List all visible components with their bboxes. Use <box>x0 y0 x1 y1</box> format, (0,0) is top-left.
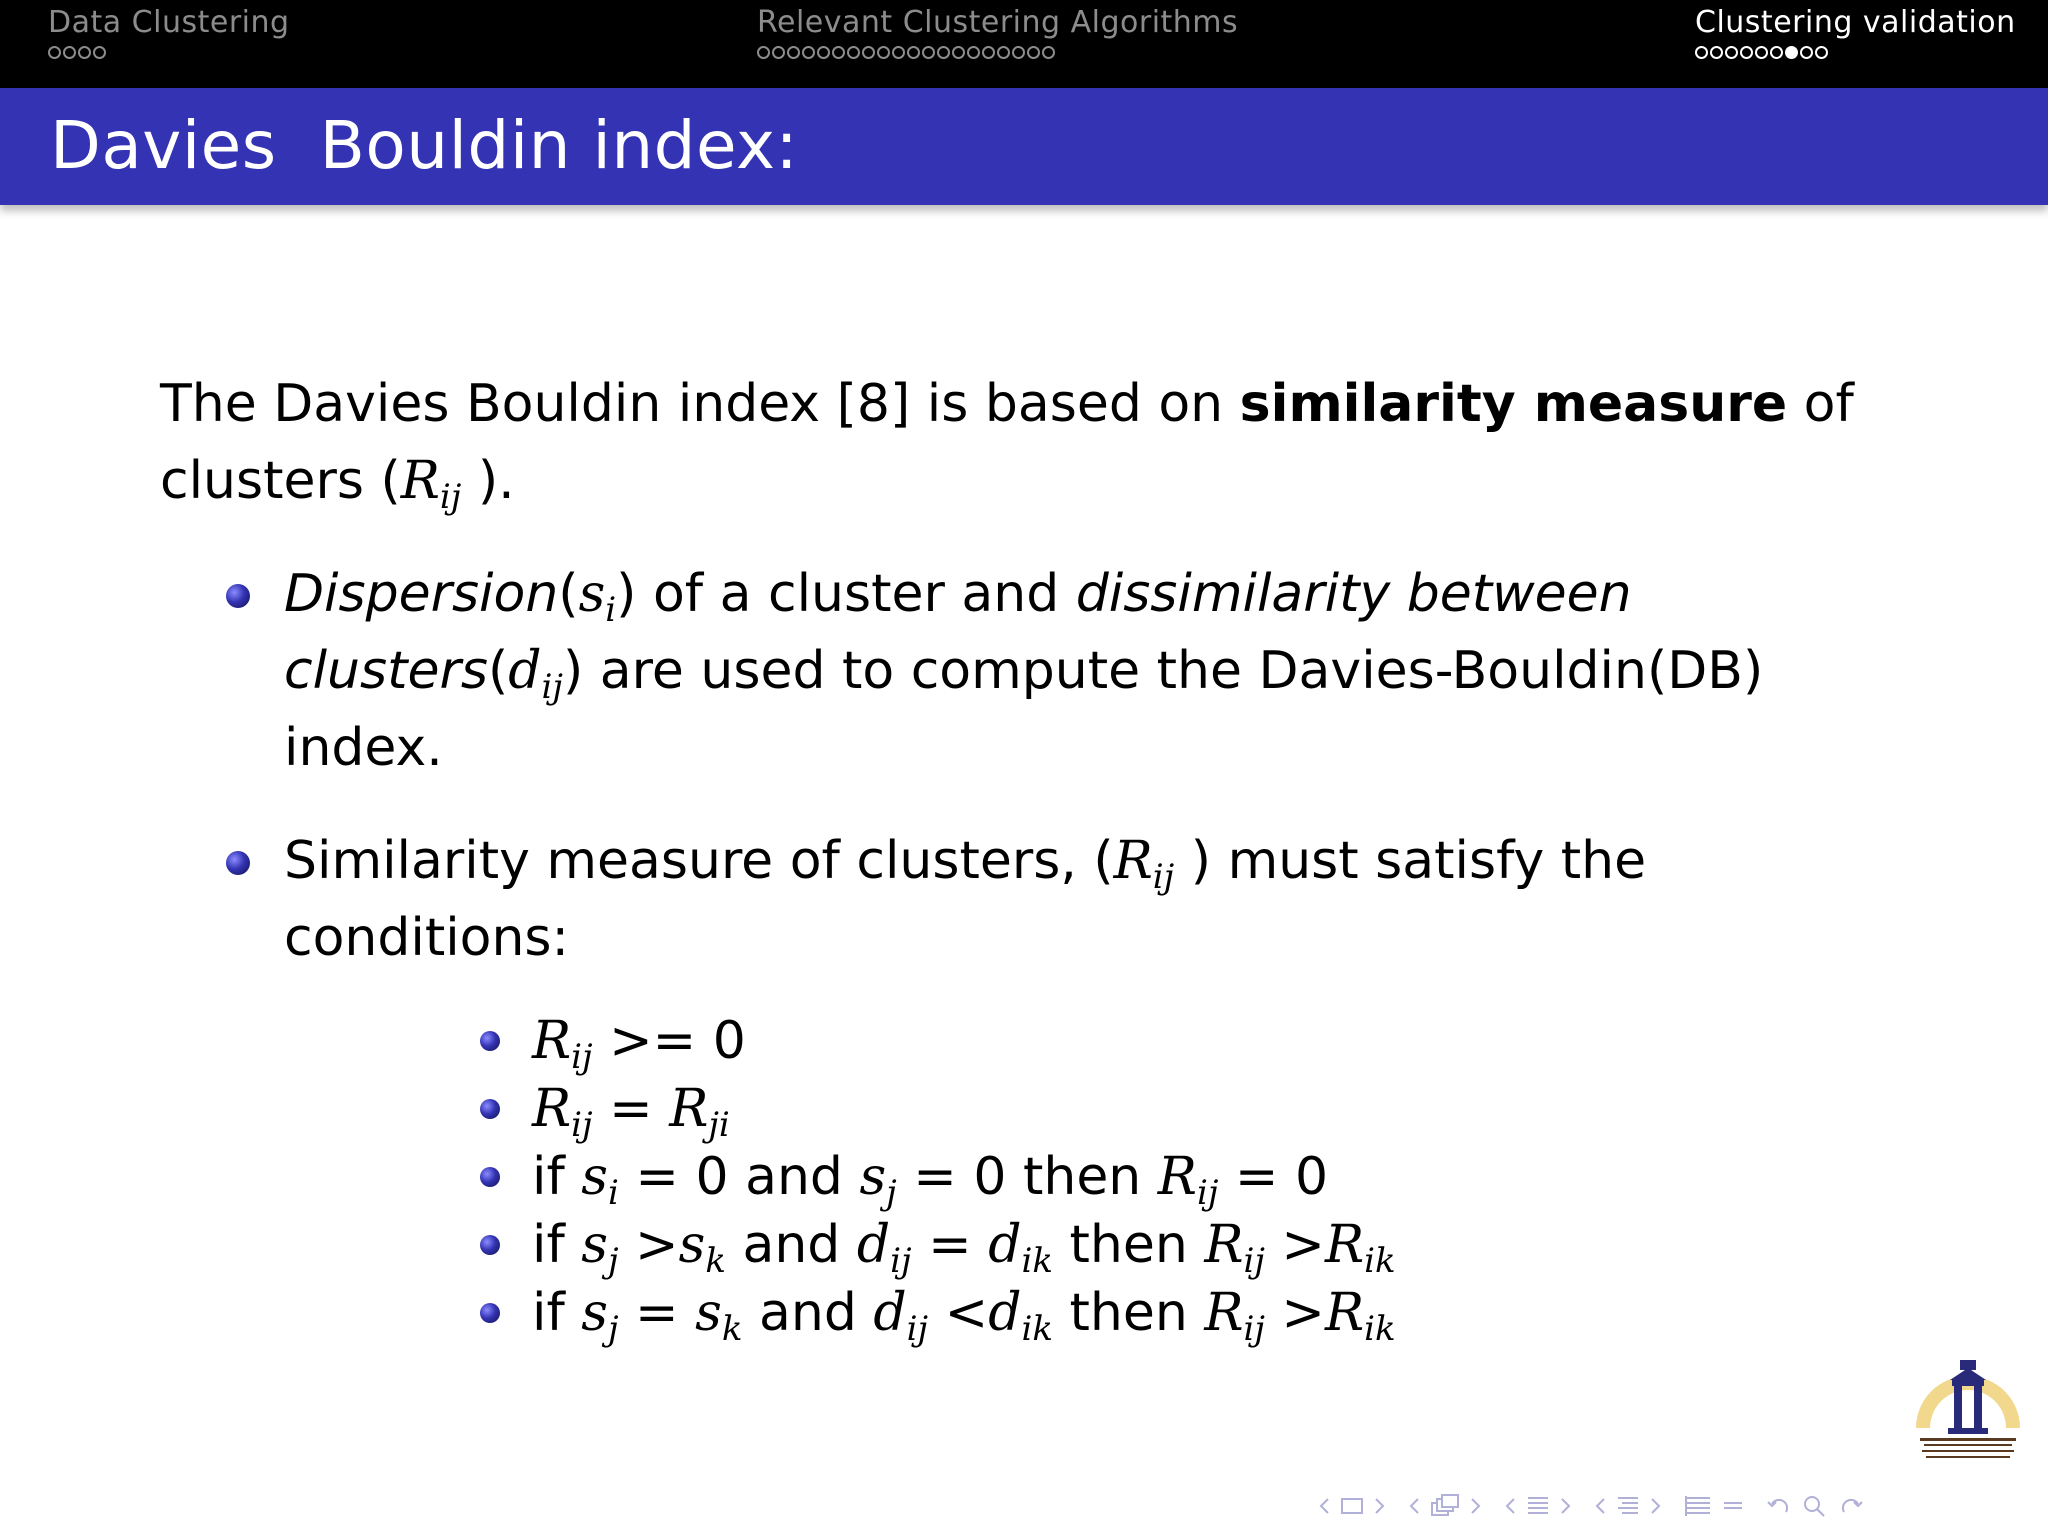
frame-dot[interactable] <box>847 46 860 59</box>
frame-dot[interactable] <box>922 46 935 59</box>
main-bullet-list <box>160 556 1920 1347</box>
math-subscript: ij <box>439 477 462 517</box>
math-symbol: R <box>1113 831 1153 891</box>
nav-section-clustering-validation[interactable] <box>1695 6 2016 66</box>
condition-item: $R_{ij} = R_{ji}$ <box>284 1075 1920 1143</box>
paren: ) <box>616 564 637 624</box>
frame-title-bar <box>0 88 2048 205</box>
frame-dot[interactable] <box>967 46 980 59</box>
frame-dot[interactable] <box>48 46 61 59</box>
condition-item: if $s_j >s_k$ and $d_{ij} = d_{ik}$ then $R_{ij} >R_{ik}$ <box>284 1211 1920 1279</box>
navigation-symbols <box>1318 1490 1864 1522</box>
condition-text: and <box>745 1147 843 1207</box>
nav-section-label[interactable]: Clustering validation <box>1695 5 2016 40</box>
section-navigation-bar <box>0 0 2048 88</box>
math-symbol: d <box>508 641 542 701</box>
condition-item: if $s_j = s_k$ and $d_{ij} <d_{ik}$ then $R_{ij} >R_{ik}$ <box>284 1279 1920 1347</box>
frame-dot[interactable] <box>952 46 965 59</box>
nav-section-relevant-algorithms[interactable] <box>757 6 1238 66</box>
subsection-back-icon[interactable] <box>1408 1497 1420 1515</box>
frame-icon[interactable] <box>1340 1496 1364 1516</box>
bullet-icon <box>226 851 250 875</box>
frame-dot[interactable] <box>1012 46 1025 59</box>
frame-dot[interactable] <box>1755 46 1768 59</box>
frame-title: Davies Bouldin index: <box>50 107 799 184</box>
italic-term: Dispersion <box>284 564 559 624</box>
sub-bullet-icon <box>480 1167 500 1187</box>
frame-dot[interactable] <box>892 46 905 59</box>
align-icon[interactable] <box>1722 1494 1744 1518</box>
current-frame-dot[interactable] <box>1785 46 1798 59</box>
frame-dot[interactable] <box>1042 46 1055 59</box>
frame-dot[interactable] <box>1770 46 1783 59</box>
sub-bullet-icon <box>480 1303 500 1323</box>
frame-dot[interactable] <box>1725 46 1738 59</box>
bullet-icon <box>226 584 250 608</box>
math-subscript: ij <box>1152 857 1175 897</box>
sub-bullet-icon <box>480 1235 500 1255</box>
frame-back-icon[interactable] <box>1318 1497 1330 1515</box>
frame-dot[interactable] <box>1027 46 1040 59</box>
math-subscript: ij <box>541 667 563 707</box>
bullet-text: of a cluster and <box>636 564 1076 624</box>
presentation-icon[interactable] <box>1616 1494 1640 1518</box>
frame-dot[interactable] <box>93 46 106 59</box>
frame-dot[interactable] <box>1800 46 1813 59</box>
frame-dot[interactable] <box>982 46 995 59</box>
presentation-back-icon[interactable] <box>1594 1497 1606 1515</box>
subsection-icon[interactable] <box>1430 1493 1460 1519</box>
intro-text: of clusters ( <box>160 374 1854 511</box>
bullet-dispersion <box>160 556 1920 787</box>
sub-bullet-icon <box>480 1099 500 1119</box>
frame-dot[interactable] <box>772 46 785 59</box>
search-icon[interactable] <box>1802 1494 1828 1518</box>
math-symbol: R <box>400 451 440 511</box>
paren: ( <box>487 641 509 701</box>
bullet-text: ) must satisfy the conditions: <box>284 831 1647 968</box>
paren: ( <box>558 564 579 624</box>
frame-dot[interactable] <box>63 46 76 59</box>
paren: ) <box>562 641 584 701</box>
frame-dot[interactable] <box>907 46 920 59</box>
frame-dot[interactable] <box>877 46 890 59</box>
section-icon[interactable] <box>1526 1494 1550 1518</box>
conditions-list <box>284 1007 1920 1347</box>
frame-dot[interactable] <box>1815 46 1828 59</box>
math-subscript: i <box>605 590 617 630</box>
condition-item: $R_{ij} >= 0$ <box>284 1007 1920 1075</box>
condition-text: 0 <box>712 1011 746 1071</box>
bullet-text: Similarity measure of clusters, ( <box>284 831 1114 891</box>
frame-dot[interactable] <box>787 46 800 59</box>
frame-forward-icon[interactable] <box>1374 1497 1386 1515</box>
frame-dot[interactable] <box>1695 46 1708 59</box>
frame-dot[interactable] <box>802 46 815 59</box>
frame-dot[interactable] <box>997 46 1010 59</box>
undo-icon[interactable] <box>1766 1494 1792 1518</box>
intro-bold-term: similarity measure <box>1239 374 1788 434</box>
condition-text: then <box>1022 1147 1142 1207</box>
frame-dot[interactable] <box>937 46 950 59</box>
subsection-forward-icon[interactable] <box>1470 1497 1482 1515</box>
slide-list-icon[interactable] <box>1684 1494 1712 1518</box>
institute-logo <box>1910 1358 2026 1470</box>
frame-dot[interactable] <box>1740 46 1753 59</box>
bullet-text: are used to compute the Davies-Bouldin(DB) index. <box>284 641 1764 778</box>
frame-dot[interactable] <box>862 46 875 59</box>
intro-text: ). <box>461 451 515 511</box>
section-forward-icon[interactable] <box>1560 1497 1572 1515</box>
math-symbol: s <box>578 564 606 624</box>
bullet-similarity-measure <box>160 823 1920 1347</box>
presentation-forward-icon[interactable] <box>1650 1497 1662 1515</box>
nav-section-label[interactable]: Relevant Clustering Algorithms <box>757 5 1239 40</box>
sub-bullet-icon <box>480 1031 500 1051</box>
intro-paragraph <box>160 366 1920 520</box>
slide-content <box>160 366 1920 1383</box>
nav-frame-dots <box>48 46 290 66</box>
frame-dot[interactable] <box>817 46 830 59</box>
condition-text: if <box>532 1147 565 1207</box>
frame-dot[interactable] <box>1710 46 1723 59</box>
nav-frame-dots <box>1695 46 2016 66</box>
intro-text: The Davies Bouldin index [8] is based on <box>160 374 1240 434</box>
frame-dot[interactable] <box>757 46 770 59</box>
section-back-icon[interactable] <box>1504 1497 1516 1515</box>
nav-section-label[interactable]: Data Clustering <box>48 5 290 40</box>
italic-term: dissimilarity between clusters <box>284 564 1632 701</box>
frame-dot[interactable] <box>832 46 845 59</box>
redo-icon[interactable] <box>1838 1494 1864 1518</box>
condition-item: if $s_i = 0$ and $s_j = 0$ then $R_{ij} = 0$ <box>284 1143 1920 1211</box>
nav-section-data-clustering[interactable] <box>48 6 290 66</box>
nav-frame-dots <box>757 46 1238 66</box>
frame-dot[interactable] <box>78 46 91 59</box>
